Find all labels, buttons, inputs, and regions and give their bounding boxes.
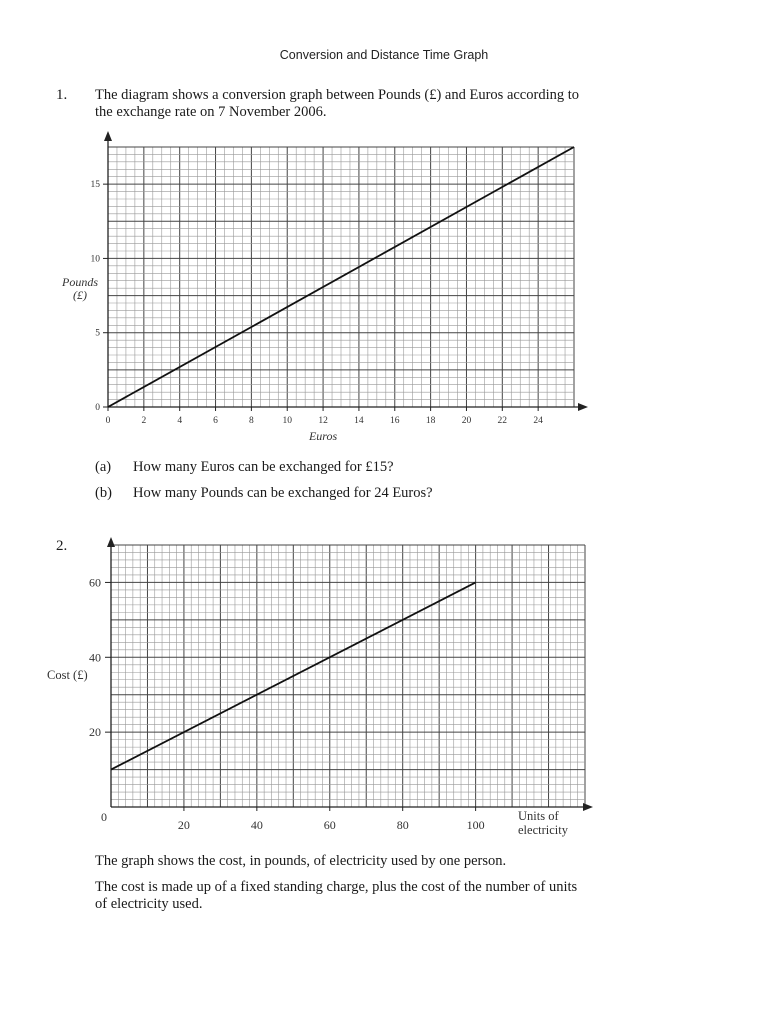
x-tick-label: 16 xyxy=(390,416,400,426)
x-tick-label: 0 xyxy=(105,416,111,426)
question-2-number: 2. xyxy=(56,538,68,554)
x-tick-label: 12 xyxy=(318,416,328,426)
question-1-number: 1. xyxy=(56,87,68,103)
x-axis-label-line-2: electricity xyxy=(518,823,568,837)
y-tick-label: 20 xyxy=(89,725,101,740)
question-1-text-line-2: the exchange rate on 7 November 2006. xyxy=(95,104,327,120)
x-tick-label: 8 xyxy=(249,416,254,426)
part-a-label: (a) xyxy=(95,459,112,475)
y-tick-label: 10 xyxy=(90,254,100,265)
x-axis-label: Euros xyxy=(308,429,338,443)
question-2-paragraph-2 xyxy=(95,879,577,913)
y-axis-label: Cost (£) xyxy=(47,668,88,682)
x-tick-label: 24 xyxy=(533,416,543,426)
y-tick-label: 40 xyxy=(89,650,101,665)
y-axis-label: Pounds xyxy=(62,275,98,289)
question-1-text-line-1: The diagram shows a conversion graph between Pounds (£) and Euros according to xyxy=(95,87,580,103)
x-tick-label: 100 xyxy=(466,818,485,832)
x-axis-label: Units of xyxy=(518,809,559,823)
x-tick-label: 20 xyxy=(177,818,190,832)
page-title: Conversion and Distance Time Graph xyxy=(279,48,489,62)
x-tick-label: 22 xyxy=(497,416,508,426)
question-2-paragraph-2-line-2: of electricity used. xyxy=(95,896,203,912)
y-axis-arrow xyxy=(107,537,115,547)
x-tick-label: 2 xyxy=(141,416,147,426)
y-axis-label-unit: (£) xyxy=(73,288,87,302)
y-tick-label: 5 xyxy=(95,328,100,339)
y-tick-label: 0 xyxy=(95,403,100,413)
origin-label: 0 xyxy=(101,810,107,824)
x-tick-label: 18 xyxy=(425,416,436,426)
part-b-label: (b) xyxy=(95,485,112,501)
question-2-paragraph-2-line-1: The cost is made up of a fixed standing charge, plus the cost of the number of units xyxy=(95,879,578,895)
question-2-paragraph-1: The graph shows the cost, in pounds, of electricity used by one person. xyxy=(95,853,507,869)
x-axis-arrow xyxy=(583,803,593,811)
x-tick-label: 40 xyxy=(250,818,263,832)
x-tick-label: 14 xyxy=(354,416,364,426)
x-tick-label: 60 xyxy=(323,818,336,832)
part-b-text: How many Pounds can be exchanged for 24 Euros? xyxy=(133,485,433,501)
x-tick-label: 80 xyxy=(396,818,409,832)
x-tick-label: 4 xyxy=(177,416,183,426)
part-a-text: How many Euros can be exchanged for £15? xyxy=(133,459,394,475)
x-tick-label: 10 xyxy=(282,416,292,426)
y-tick-label: 15 xyxy=(90,180,100,191)
x-tick-label: 20 xyxy=(461,416,472,426)
y-tick-label: 60 xyxy=(89,575,101,590)
x-tick-label: 6 xyxy=(213,416,218,426)
